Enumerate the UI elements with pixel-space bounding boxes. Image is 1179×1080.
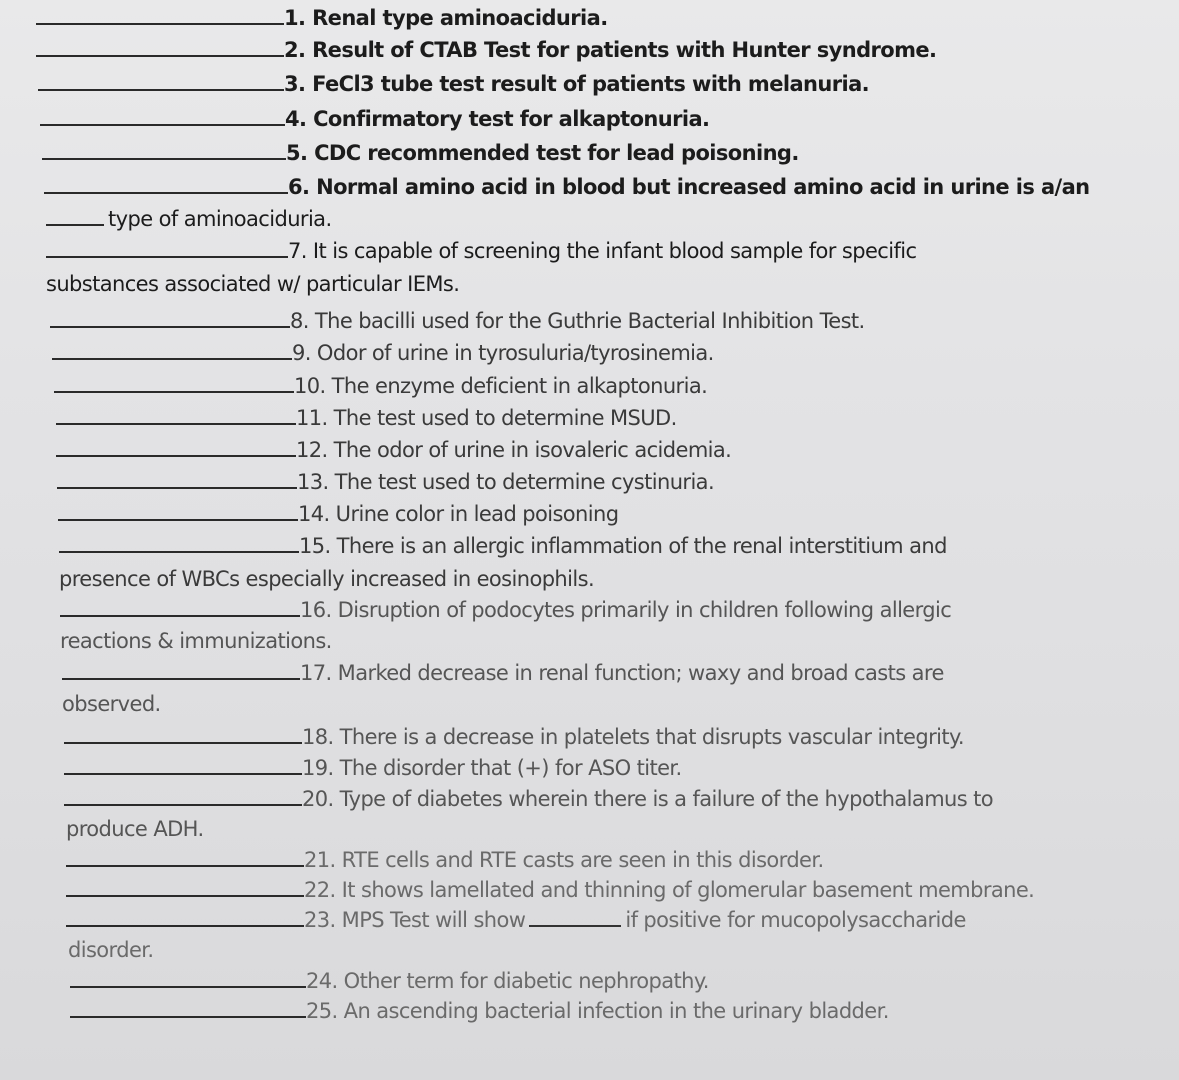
question-text: 3. FeCl3 tube test result of patients with melanuria. — [284, 72, 870, 96]
question-20-continuation — [66, 817, 204, 841]
question-text: 6. Normal amino acid in blood but increased amino acid in urine is a/an — [288, 175, 1090, 199]
question-text: 19. The disorder that (+) for ASO titer. — [302, 756, 682, 780]
answer-blank[interactable] — [60, 597, 300, 617]
question-text: 21. RTE cells and RTE casts are seen in this disorder. — [304, 848, 824, 872]
answer-blank[interactable] — [66, 877, 304, 897]
question-11 — [56, 405, 677, 430]
answer-blank[interactable] — [36, 37, 284, 57]
question-text: 17. Marked decrease in renal function; waxy and broad casts are — [300, 661, 944, 685]
question-text: 18. There is a decrease in platelets that disrupts vascular integrity. — [302, 725, 964, 749]
question-text: 5. CDC recommended test for lead poisoning. — [286, 141, 799, 165]
answer-blank[interactable] — [44, 174, 288, 194]
question-text: produce ADH. — [66, 817, 204, 841]
question-2 — [36, 37, 936, 62]
question-text: 4. Confirmatory test for alkaptonuria. — [285, 107, 710, 131]
question-23 — [66, 907, 966, 932]
question-22 — [66, 877, 1034, 902]
answer-blank[interactable] — [50, 308, 290, 328]
question-14 — [58, 501, 618, 526]
question-18 — [64, 724, 964, 749]
answer-blank[interactable] — [52, 340, 292, 360]
answer-blank[interactable] — [70, 968, 306, 988]
question-text: 13. The test used to determine cystinuria. — [297, 470, 715, 494]
question-text: 7. It is capable of screening the infant blood sample for specific — [288, 239, 917, 263]
question-16-continuation — [60, 629, 332, 653]
question-16 — [60, 597, 951, 622]
answer-blank[interactable] — [64, 724, 302, 744]
question-23-continuation — [68, 938, 153, 962]
question-text: 9. Odor of urine in tyrosuluria/tyrosinemia. — [292, 341, 714, 365]
question-15 — [59, 533, 947, 558]
question-text: 24. Other term for diabetic nephropathy. — [306, 969, 709, 993]
question-4 — [40, 106, 709, 131]
question-7 — [46, 238, 916, 263]
question-text: 10. The enzyme deficient in alkaptonuria. — [294, 374, 708, 398]
question-text: 25. An ascending bacterial infection in the urinary bladder. — [306, 999, 889, 1023]
question-text: 16. Disruption of podocytes primarily in children following allergic — [300, 598, 952, 622]
question-9 — [52, 340, 714, 365]
question-25 — [70, 998, 889, 1023]
answer-blank[interactable] — [59, 533, 299, 553]
inline-answer-blank[interactable] — [529, 907, 621, 927]
answer-blank[interactable] — [66, 907, 304, 927]
answer-blank[interactable] — [36, 5, 284, 25]
answer-blank[interactable] — [46, 238, 288, 258]
question-text: 20. Type of diabetes wherein there is a failure of the hypothalamus to — [302, 787, 994, 811]
question-text: observed. — [62, 692, 161, 716]
question-21 — [66, 847, 824, 872]
answer-blank[interactable] — [40, 106, 285, 126]
question-text: 2. Result of CTAB Test for patients with Hunter syndrome. — [284, 38, 937, 62]
answer-blank[interactable] — [56, 405, 296, 425]
question-20 — [64, 786, 993, 811]
question-6-continuation — [46, 206, 332, 231]
question-text: if positive for mucopolysaccharide — [625, 908, 966, 932]
answer-blank[interactable] — [64, 755, 302, 775]
question-text: disorder. — [68, 938, 154, 962]
answer-blank[interactable] — [58, 501, 298, 521]
question-7-continuation — [46, 272, 459, 296]
question-text: 23. MPS Test will show — [304, 908, 526, 932]
answer-blank[interactable] — [38, 71, 284, 91]
question-10 — [54, 373, 707, 398]
question-24 — [70, 968, 709, 993]
question-text: presence of WBCs especially increased in eosinophils. — [59, 567, 595, 591]
question-text: substances associated w/ particular IEMs. — [46, 272, 460, 296]
answer-blank[interactable] — [54, 373, 294, 393]
question-17 — [62, 660, 944, 685]
question-5 — [42, 140, 799, 165]
question-1 — [36, 5, 608, 30]
question-12 — [56, 437, 731, 462]
question-17-continuation — [62, 692, 161, 716]
question-6 — [44, 174, 1090, 199]
question-text: 8. The bacilli used for the Guthrie Bacterial Inhibition Test. — [290, 309, 865, 333]
question-text: 1. Renal type aminoaciduria. — [284, 6, 608, 30]
answer-blank[interactable] — [66, 847, 304, 867]
question-3 — [38, 71, 869, 96]
answer-blank[interactable] — [62, 660, 300, 680]
answer-blank[interactable] — [70, 998, 306, 1018]
question-13 — [57, 469, 714, 494]
answer-blank[interactable] — [42, 140, 286, 160]
question-text: 14. Urine color in lead poisoning — [298, 502, 619, 526]
question-15-continuation — [59, 567, 594, 591]
question-19 — [64, 755, 682, 780]
question-text: 22. It shows lamellated and thinning of glomerular basement membrane. — [304, 878, 1035, 902]
answer-blank-inline[interactable] — [46, 206, 104, 226]
question-text: 12. The odor of urine in isovaleric acidemia. — [296, 438, 732, 462]
answer-blank[interactable] — [57, 469, 297, 489]
answer-blank[interactable] — [56, 437, 296, 457]
question-text: reactions & immunizations. — [60, 629, 332, 653]
question-8 — [50, 308, 865, 333]
question-text: type of aminoaciduria. — [108, 207, 332, 231]
question-text: 11. The test used to determine MSUD. — [296, 406, 677, 430]
answer-blank[interactable] — [64, 786, 302, 806]
question-text: 15. There is an allergic inflammation of the renal interstitium and — [299, 534, 947, 558]
